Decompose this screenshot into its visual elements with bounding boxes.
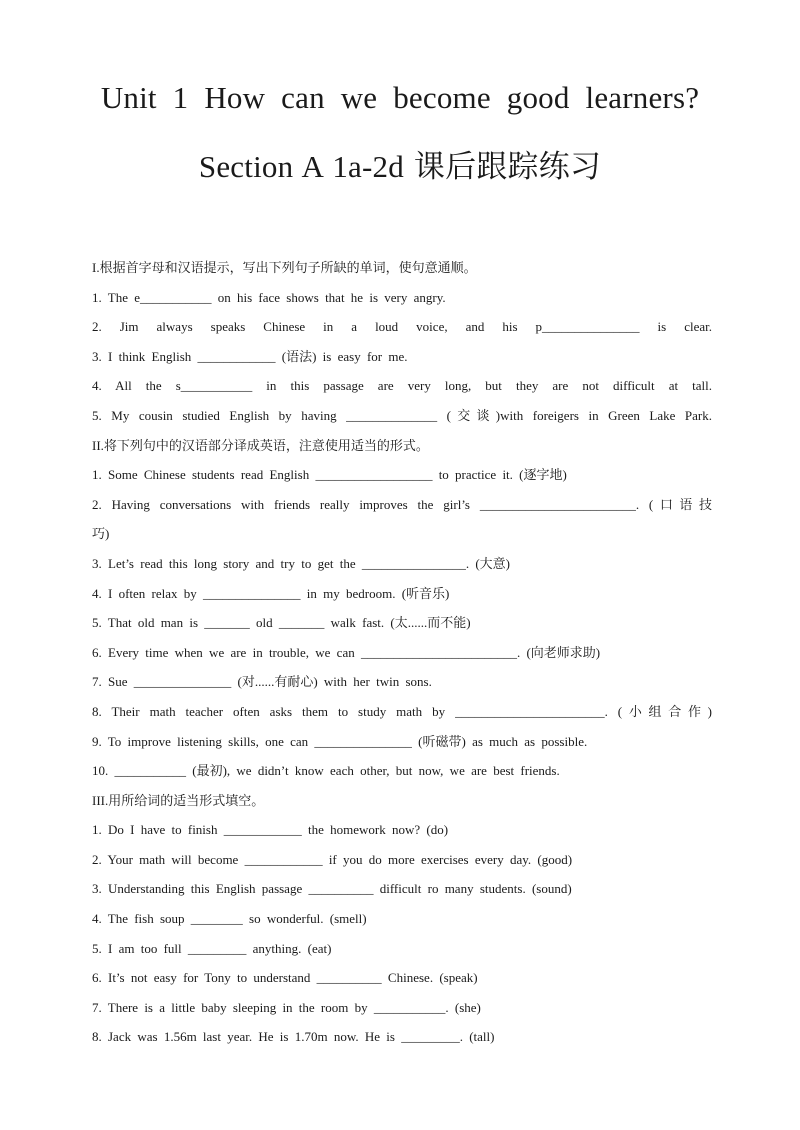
section-3-item-2: 2. Your math will become ____________ if you do more exercises every day. (good) — [92, 851, 573, 867]
section-2-item-5: 5. That old man is _______ old _______ walk fast. (太......而不能) — [92, 615, 471, 631]
section-2-item-2-continued: 巧) — [92, 526, 110, 542]
worksheet-body — [92, 253, 712, 1052]
section-2-heading: II.将下列句中的汉语部分译成英语，注意使用适当的形式。 — [92, 437, 429, 453]
section-2-item-9: 9. To improve listening skills, one can _______________ (听磁带) as much as possible. — [92, 733, 588, 749]
section-2-item-3: 3. Let’s read this long story and try to get the ________________. (大意) — [92, 555, 511, 571]
section-2-item-2: 2. Having conversations with friends really improves the girl’s ________________________. (口语技 — [92, 496, 712, 512]
section-1-item-5: 5. My cousin studied English by having ______________ (交谈)with foreigers in Green Lake Park. — [92, 407, 712, 423]
section-3-item-1: 1. Do I have to finish ____________ the homework now? (do) — [92, 822, 449, 838]
worksheet-subtitle: Section A 1a-2d 课后跟踪练习 — [198, 149, 602, 184]
section-1-heading: I.根据首字母和汉语提示，写出下列句子所缺的单词，使句意通顺。 — [92, 260, 477, 275]
section-2-item-7: 7. Sue _______________ (对......有耐心) with her twin sons. — [92, 674, 432, 690]
section-2-item-8: 8. Their math teacher often asks them to study math by _______________________. (小组合作) — [92, 703, 712, 719]
worksheet-title: Unit 1 How can we become good learners? — [100, 80, 700, 115]
section-1-item-2: 2. Jim always speaks Chinese in a loud voice, and his p_______________ is clear. — [92, 319, 712, 335]
section-2-item-10: 10. ___________ (最初), we didn’t know each other, but now, we are best friends. — [92, 763, 560, 779]
section-3-item-3: 3. Understanding this English passage __________ difficult ro many students. (sound) — [92, 881, 572, 897]
section-1-item-1: 1. The e___________ on his face shows that he is very angry. — [92, 289, 446, 305]
section-3-item-4: 4. The fish soup ________ so wonderful. (smell) — [92, 911, 367, 927]
section-3-item-8: 8. Jack was 1.56m last year. He is 1.70m now. He is _________. (tall) — [92, 1029, 495, 1045]
section-2-item-6: 6. Every time when we are in trouble, we can ________________________. (向老师求助) — [92, 644, 601, 660]
section-3-item-7: 7. There is a little baby sleeping in the room by ___________. (she) — [92, 999, 481, 1015]
section-3-item-6: 6. It’s not easy for Tony to understand __________ Chinese. (speak) — [92, 970, 478, 986]
section-1-item-4: 4. All the s___________ in this passage are very long, but they are not difficult at tall. — [92, 378, 712, 394]
section-1-item-3: 3. I think English ____________ (语法) is easy for me. — [92, 348, 408, 364]
section-3-item-5: 5. I am too full _________ anything. (eat) — [92, 940, 332, 956]
section-2-item-4: 4. I often relax by _______________ in my bedroom. (听音乐) — [92, 585, 450, 601]
section-2-item-1: 1. Some Chinese students read English __________________ to practice it. (逐字地) — [92, 467, 567, 483]
section-3-heading: III.用所给词的适当形式填空。 — [92, 792, 265, 808]
